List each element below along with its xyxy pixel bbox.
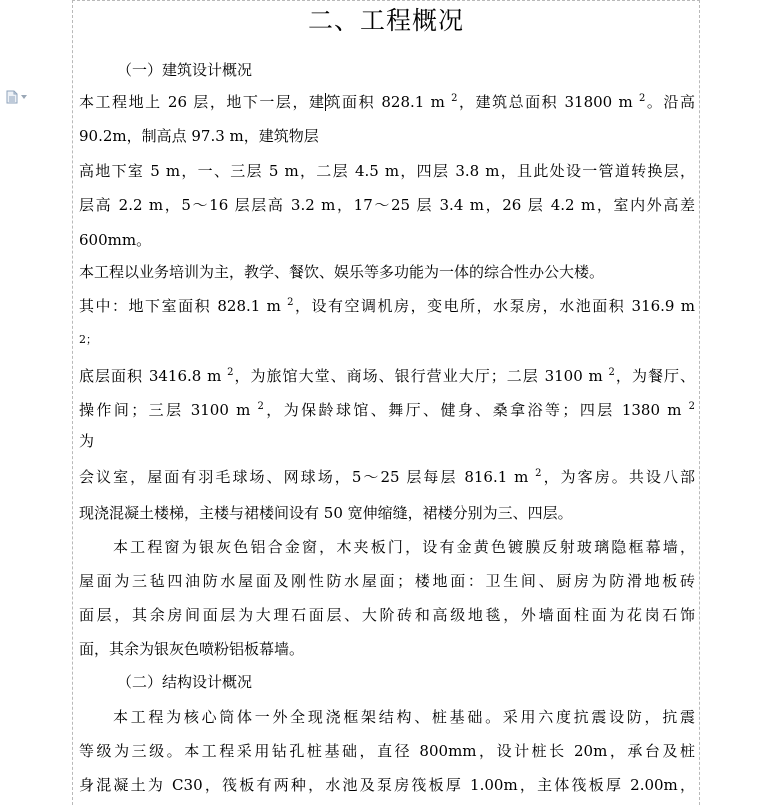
text-run: 底层面积 3416.8 m bbox=[79, 367, 228, 385]
paragraph-line: 本工程窗为银灰色铝合金窗，木夹板门，设有金黄色镀膜反射玻璃隐框幕墙， bbox=[113, 538, 695, 556]
text-run: ，为保龄球馆、舞厅、健身、桑拿浴等；四层 1380 m bbox=[263, 401, 689, 419]
paragraph-line: 面层，其余房间面层为大理石面层、大阶砖和高级地毯，外墙面柱面为花岗石饰 bbox=[79, 606, 695, 624]
document-options[interactable] bbox=[6, 90, 32, 104]
superscript: 2 bbox=[639, 93, 646, 104]
superscript: 2 bbox=[688, 401, 695, 412]
paragraph-line: 为 bbox=[79, 432, 95, 450]
paragraph-line bbox=[79, 467, 695, 487]
text-run: ，为客房。共设八部 bbox=[541, 468, 695, 486]
paragraph-line: 高地下室 5 m，一、三层 5 m，二层 4.5 m，四层 3.8 m，且此处设一管道转换层， bbox=[79, 162, 695, 180]
paragraph-line bbox=[79, 366, 695, 386]
paragraph-line: 身混凝土为 C30，筏板有两种，水池及泵房筏板厚 1.00m，主体筏板厚 2.00m， bbox=[79, 776, 695, 794]
text-run: 本工程地上 26 层，地下一层，建 bbox=[79, 93, 326, 111]
paragraph-line: 本工程以业务培训为主，教学、餐饮、娱乐等多功能为一体的综合性办公大楼。 bbox=[79, 263, 605, 281]
paragraph-line: 本工程为核心筒体一外全现浇框架结构、桩基础。采用六度抗震设防，抗震 bbox=[113, 708, 695, 726]
page-title: 二、工程概况 bbox=[307, 6, 464, 35]
paragraph-line: 2； bbox=[79, 333, 97, 346]
superscript: 2 bbox=[535, 468, 542, 479]
paragraph-line: 层高 2.2 m，5～16 层层高 3.2 m，17～25 层 3.4 m，26 层 4.2 m，室内外高差 bbox=[79, 196, 695, 214]
document-icon bbox=[6, 90, 18, 104]
superscript: 2 bbox=[257, 401, 264, 412]
paragraph-line: 现浇混凝土楼梯，主楼与裙楼间设有 50 宽伸缩缝，裙楼分别为三、四层。 bbox=[79, 504, 573, 522]
text-run: 筑面积 828.1 m bbox=[325, 93, 452, 111]
superscript: 2 bbox=[287, 297, 294, 308]
paragraph-line: 90.2m，制高点 97.3 m，建筑物层 bbox=[79, 127, 319, 145]
section-heading-architecture: （一）建筑设计概况 bbox=[117, 61, 253, 79]
paragraph-line bbox=[79, 400, 695, 420]
text-run: 会议室，屋面有羽毛球场、网球场，5～25 层每层 816.1 m bbox=[79, 468, 536, 486]
superscript: 2 bbox=[451, 93, 458, 104]
paragraph-line bbox=[79, 296, 695, 316]
text-run: 操作间；三层 3100 m bbox=[79, 401, 258, 419]
chevron-down-icon bbox=[21, 95, 27, 99]
paragraph-line: 600mm。 bbox=[79, 231, 152, 249]
superscript: 2 bbox=[608, 367, 615, 378]
text-run: 。沿高 bbox=[645, 93, 695, 111]
text-run: ，为旅馆大堂、商场、银行营业大厅；二层 3100 m bbox=[233, 367, 609, 385]
paragraph-line: 屋面为三毡四油防水屋面及刚性防水屋面；楼地面：卫生间、厨房为防滑地板砖 bbox=[79, 572, 695, 590]
paragraph-line: 等级为三级。本工程采用钻孔桩基础，直径 800mm，设计桩长 20m，承台及桩 bbox=[79, 742, 695, 760]
document-page[interactable] bbox=[72, 0, 700, 805]
paragraph-line bbox=[79, 92, 695, 112]
text-run: 其中：地下室面积 828.1 m bbox=[79, 297, 288, 315]
superscript: 2 bbox=[227, 367, 234, 378]
section-heading-structure: （二）结构设计概况 bbox=[117, 673, 253, 691]
paragraph-line: 面，其余为银灰色喷粉铝板幕墙。 bbox=[79, 640, 305, 658]
text-run: ，为餐厅、 bbox=[614, 367, 695, 385]
text-run: ，设有空调机房，变电所，水泵房，水池面积 316.9 m bbox=[293, 297, 695, 315]
text-run: ，建筑总面积 31800 m bbox=[457, 93, 640, 111]
